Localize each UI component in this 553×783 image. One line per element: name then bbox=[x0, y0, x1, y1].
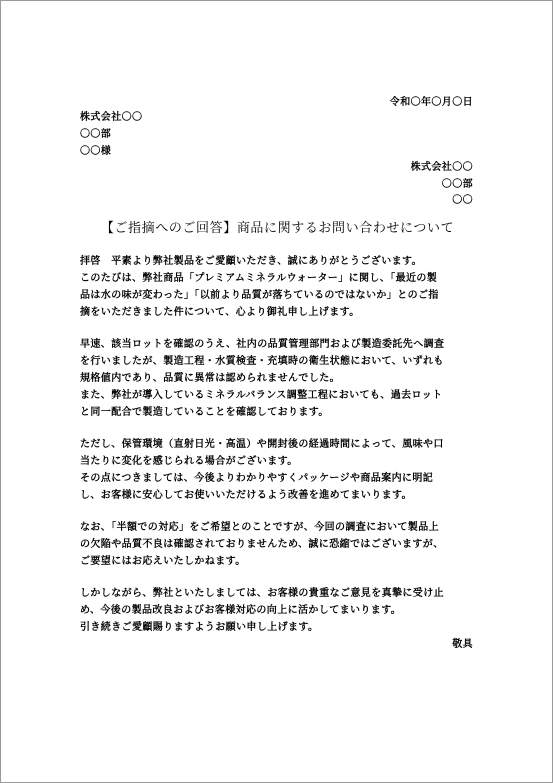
body-line: また、弊社が導入しているミネラルバランス調整工程においても、過去ロット bbox=[80, 390, 443, 401]
body-line: なお、「半額での対応」をご希望とのことですが、今回の調査において製品上 bbox=[80, 522, 439, 533]
body-line: 早速、該当ロットを確認のうえ、社内の品質管理部門および製造委託先へ調査 bbox=[80, 339, 445, 350]
body-line: を行いましたが、製造工程・水質検査・充填時の衛生状態において、いずれも bbox=[80, 356, 444, 367]
sender-company: 株式会社〇〇 bbox=[410, 162, 473, 173]
body-line: 摘をいただきました件について、心より御礼申し上げます。 bbox=[80, 307, 360, 318]
body-line: 品は水の味が変わった」「以前より品質が落ちているのではないか」とのご指 bbox=[80, 290, 439, 301]
body-line: 引き続きご愛顧賜りますようお願い申し上げます。 bbox=[80, 622, 319, 633]
sender-department: 〇〇部 bbox=[441, 179, 473, 190]
letter-title: 【ご指摘へのご回答】商品に関するお問い合わせについて bbox=[100, 221, 455, 236]
recipient-name: 〇〇様 bbox=[80, 146, 112, 157]
body-line: 当たりに変化を感じられる場合がございます。 bbox=[80, 456, 298, 467]
body-line: ご要望にはお応えいたしかねます。 bbox=[80, 556, 246, 567]
body-line: 規格値内であり、品質に異常は認められませんでした。 bbox=[80, 373, 340, 384]
letter-date: 令和〇年〇月〇日 bbox=[389, 97, 473, 108]
recipient-department: 〇〇部 bbox=[80, 129, 112, 140]
body-line: ただし、保管環境（直射日光・高温）や開封後の経過時間によって、風味や口 bbox=[80, 439, 444, 450]
body-line: その点につきましては、今後よりわかりやすくパッケージや商品案内に明記 bbox=[80, 473, 434, 484]
closing-remark: 敬具 bbox=[452, 639, 473, 650]
body-line: 拝啓 平素より弊社製品をご愛顧いただき、誠にありがとうございます。 bbox=[80, 256, 422, 267]
body-line: め、今後の製品改良およびお客様対応の向上に活かしてまいります。 bbox=[80, 605, 402, 616]
recipient-company: 株式会社〇〇 bbox=[80, 112, 143, 123]
body-line: し、お客様に安心してお使いいただけるよう改善を進めてまいります。 bbox=[80, 490, 412, 501]
body-line: と同一配合で製造していることを確認しております。 bbox=[80, 407, 329, 418]
body-line: しかしながら、弊社といたしましては、お客様の貴重なご意見を真摯に受け止 bbox=[80, 588, 444, 599]
sender-name: 〇〇 bbox=[452, 195, 473, 206]
body-line: の欠陥や品質不良は確認されておりませんため、誠に恐縮ではございますが、 bbox=[80, 539, 444, 550]
body-line: このたびは、弊社商品「プレミアムミネラルウォーター」に関し、「最近の製 bbox=[80, 273, 438, 284]
